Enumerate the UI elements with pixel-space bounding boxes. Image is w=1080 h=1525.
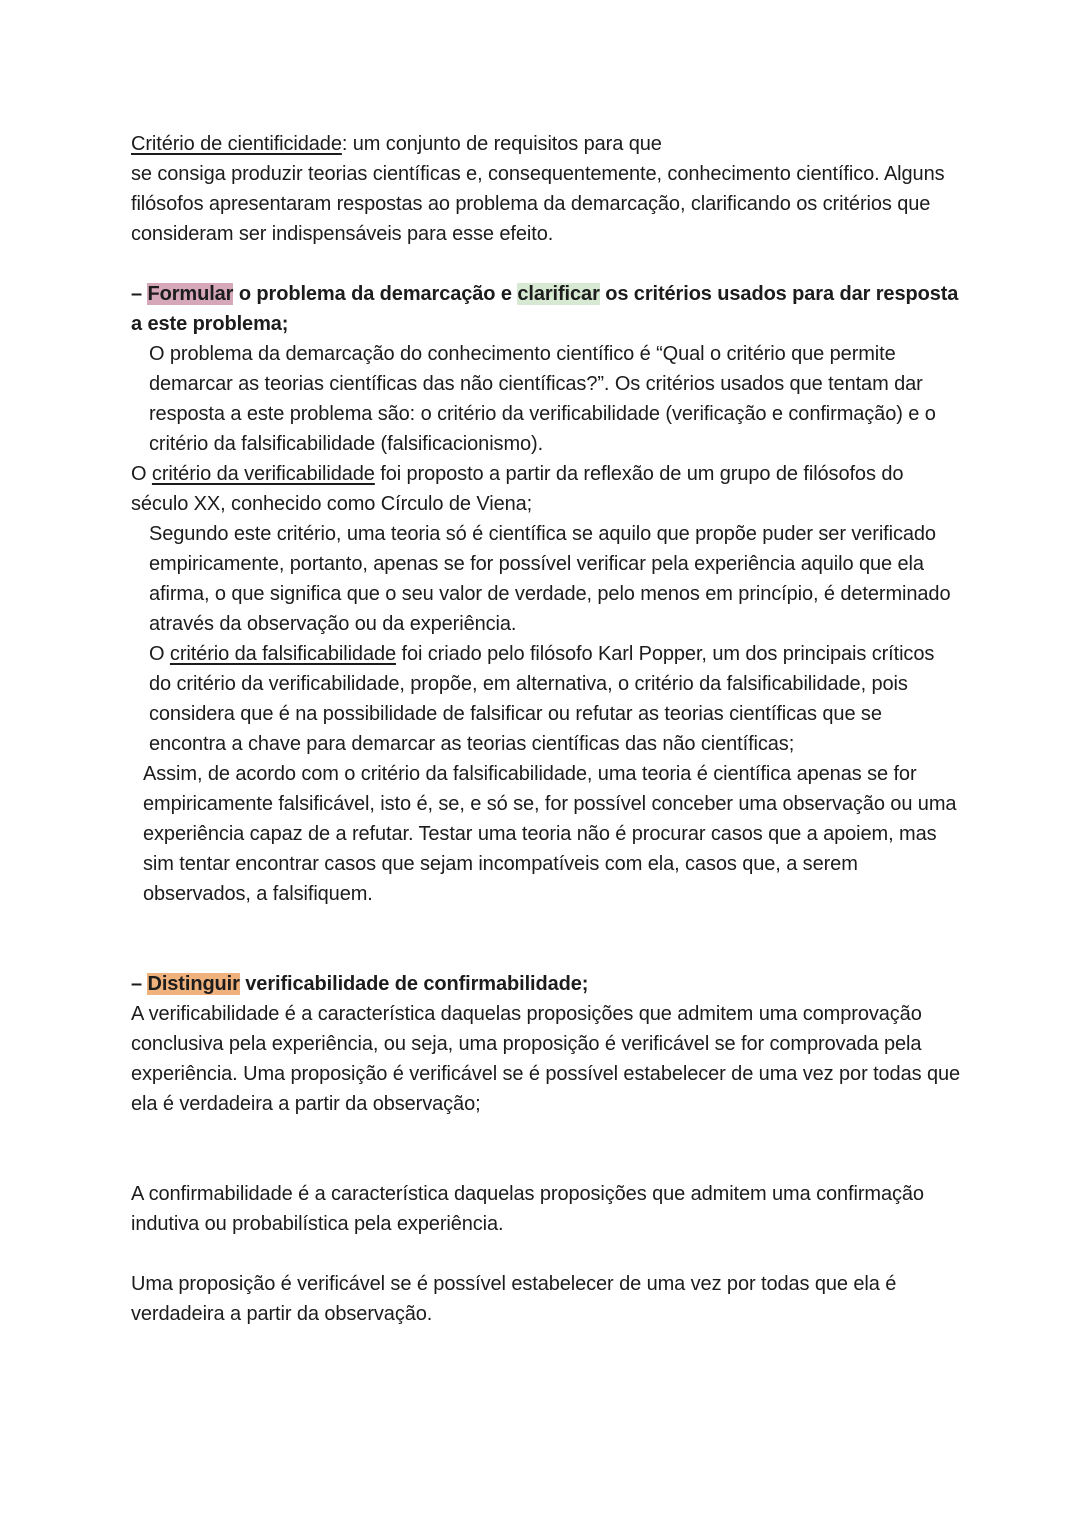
section1-paragraph-falsificabilidade: O critério da falsificabilidade foi criado pelo filósofo Karl Popper, um dos principais críticos do critério da verificabilidade, propõe, em alternativa, o critério da falsificabilidade, pois considera que é na possibilidade de falsificar ou refutar as teorias científicas que se encontra a chave para demarcar as teorias científicas das não científicas;	[149, 643, 935, 755]
spacer	[131, 1239, 961, 1269]
term-criterio-falsificabilidade: critério da falsificabilidade	[169, 643, 397, 665]
spacer	[131, 1119, 961, 1179]
document-page	[131, 129, 961, 1329]
highlight-distinguir: Distinguir	[147, 973, 240, 995]
section1-paragraph-segundo: Segundo este critério, uma teoria só é científica se aquilo que propõe puder ser verificado empiricamente, portanto, apenas se for possível verificar pela experiência aquilo que ela afirma, o que significa que o seu valor de verdade, pelo menos em princípio, é determinado através da observação ou da experiência.	[149, 523, 951, 635]
section1-heading: – Formular o problema da demarcação e clarificar os critérios usados para dar resposta a este problema;	[131, 283, 959, 335]
term-criterio-verificabilidade: critério da verificabilidade	[151, 463, 375, 485]
spacer	[131, 909, 961, 969]
term-criterio-cientificidade: Critério de cientificidade	[131, 133, 342, 155]
section1-paragraph-assim: Assim, de acordo com o critério da falsificabilidade, uma teoria é científica apenas se for empiricamente falsificável, isto é, se, e só se, for possível conceber uma observação ou uma experiência capaz de a refutar. Testar uma teoria não é procurar casos que a apoiem, mas sim tentar encontrar casos que sejam incompatíveis com ela, casos que, a serem observados, a falsifiquem.	[143, 763, 957, 905]
highlight-clarificar: clarificar	[517, 283, 600, 305]
section2-paragraph-proposicao: Uma proposição é verificável se é possível estabelecer de uma vez por todas que ela é verdadeira a partir da observação.	[131, 1273, 897, 1325]
intro-paragraph: Critério de cientificidade: um conjunto de requisitos para que se consiga produzir teorias científicas e, consequentemente, conhecimento científico. Alguns filósofos apresentaram respostas ao problema da demarcação, clarificando os critérios que consideram ser indispensáveis para esse efeito.	[131, 133, 945, 245]
section2-paragraph-verificabilidade: A verificabilidade é a característica daquelas proposições que admitem uma comprovação conclusiva pela experiência, ou seja, uma proposição é verificável se for comprovada pela experiência. Uma proposição é verificável se é possível estabelecer de uma vez por todas que ela é verdadeira a partir da observação;	[131, 1003, 961, 1115]
highlight-formular: Formular	[147, 283, 234, 305]
section2-paragraph-confirmabilidade: A confirmabilidade é a característica daquelas proposições que admitem uma confirmação indutiva ou probabilística pela experiência.	[131, 1183, 924, 1235]
spacer	[131, 249, 961, 279]
section1-paragraph-problem: O problema da demarcação do conhecimento científico é “Qual o critério que permite demarcar as teorias científicas das não científicas?”. Os critérios usados que tentam dar resposta a este problema são: o critério da verificabilidade (verificação e confirmação) e o critério da falsificabilidade (falsificacionismo).	[149, 343, 936, 455]
section1-paragraph-verificabilidade: O critério da verificabilidade foi proposto a partir da reflexão de um grupo de filósofos do século XX, conhecido como Círculo de Viena;	[131, 463, 904, 515]
section2-heading: – Distinguir verificabilidade de confirmabilidade;	[131, 973, 589, 995]
